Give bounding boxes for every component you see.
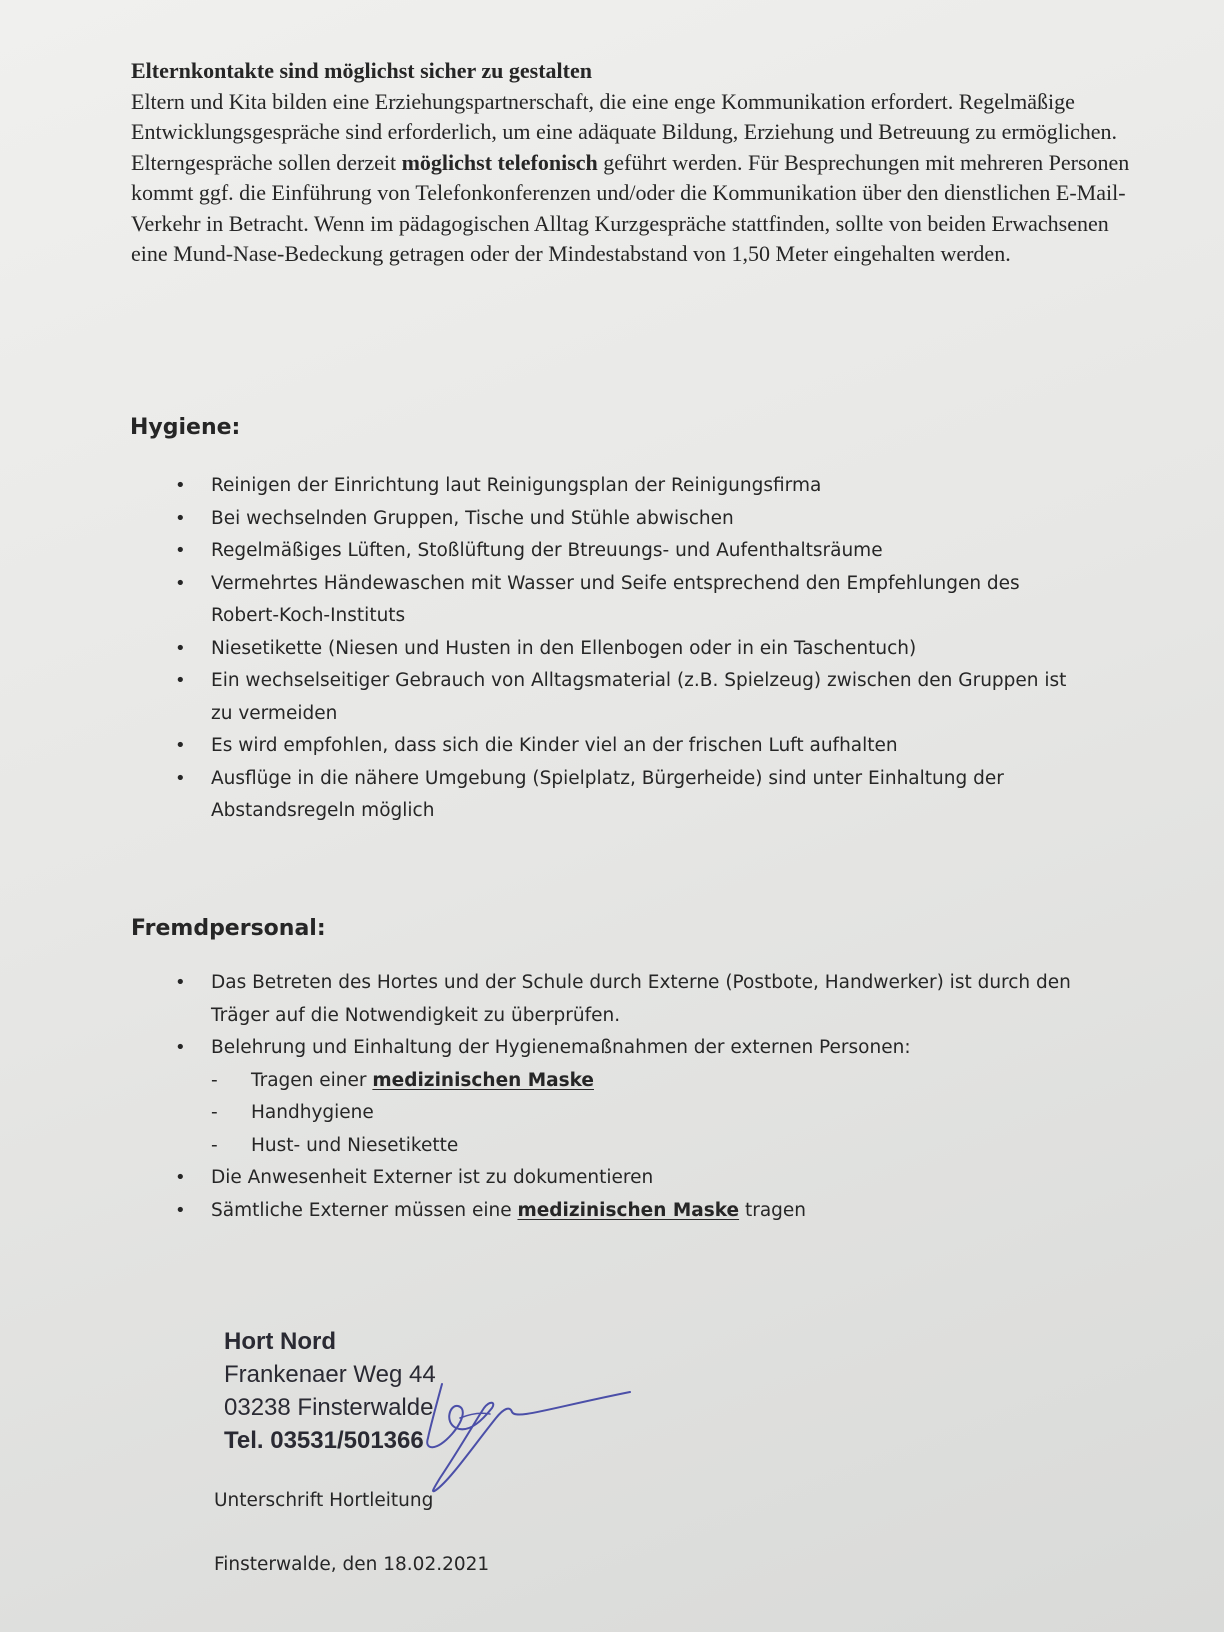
- stamp-line: Hort Nord: [224, 1328, 336, 1355]
- handwritten-signature: [400, 1378, 640, 1498]
- underlined-emphasis: medizinischen Maske: [517, 1199, 740, 1221]
- list-item: • Ausflüge in die nähere Umgebung (Spielplatz, Bürgerheide) sind unter Einhaltung der Abstandsregeln möglich: [133, 763, 1093, 828]
- list-item: • Vermehrtes Händewaschen mit Wasser und Seife entsprechend den Empfehlungen des Robert-Koch-Instituts: [133, 568, 1093, 633]
- list-item: • Die Anwesenheit Externer ist zu dokumentieren: [133, 1162, 1093, 1195]
- list-item: • Es wird empfohlen, dass sich die Kinder viel an der frischen Luft aufhalten: [133, 730, 1093, 763]
- list-item-text: Belehrung und Einhaltung der Hygienemaßnahmen der externen Personen:: [211, 1037, 911, 1058]
- paragraph-text-2: geführt werden. Für Besprechungen mit mehreren Personen kommt ggf. die Einführung von Telefonkonferenzen und/oder die Kommunikation über den dienstlichen E-Mail-Verkehr in Betracht. Wenn im pädagogischen Alltag Kurzgespräche stattfinden, sollte von beiden Erwachsenen eine Mund-Nase-Bedeckung getragen oder der Mindestabstand von 1,50 Meter eingehalten werden.: [131, 149, 1130, 266]
- sub-list-item: [211, 1065, 1093, 1098]
- elternkontakte-heading: Elternkontakte sind möglichst sicher zu gestalten: [131, 58, 592, 83]
- fremdpersonal-list: [133, 967, 1093, 1227]
- sub-list: [211, 1065, 1093, 1163]
- list-item: • Reinigen der Einrichtung laut Reinigungsplan der Reinigungsfirma: [133, 470, 1093, 503]
- stamp-line: 03238 Finsterwalde: [224, 1394, 434, 1421]
- sub-list-item: - Hust- und Niesetikette: [211, 1130, 1093, 1163]
- underlined-emphasis: medizinischen Maske: [372, 1069, 594, 1091]
- list-item-text: tragen: [744, 1199, 807, 1221]
- section-elternkontakte: [131, 56, 1131, 270]
- list-item: • Das Betreten des Hortes und der Schule durch Externe (Postbote, Handwerker) ist durch den Träger auf die Notwendigkeit zu überprüfen.: [133, 967, 1093, 1032]
- list-item-text: Sämtliche Externer müssen eine: [211, 1199, 512, 1221]
- elternkontakte-paragraph: [131, 87, 1131, 270]
- list-item: • Ein wechselseitiger Gebrauch von Alltagsmaterial (z.B. Spielzeug) zwischen den Gruppen ist zu vermeiden: [133, 665, 1093, 730]
- list-item: [133, 1032, 1093, 1162]
- hygiene-list: [133, 470, 1093, 828]
- stamp-line: Frankenaer Weg 44: [224, 1361, 436, 1388]
- paragraph-bold: möglichst telefonisch: [401, 149, 598, 175]
- list-item: • Niesetikette (Niesen und Husten in den Ellenbogen oder in ein Taschentuch): [133, 633, 1093, 666]
- paragraph-text-1: Eltern und Kita bilden eine Erziehungspartnerschaft, die eine enge Kommunikation erfordert. Regelmäßige Entwicklungsgespräche sind erforderlich, um eine adäquate Bildung, Erziehung und Betreuung zu ermöglichen. Elterngespräche sollen derzeit: [131, 88, 1118, 175]
- signature-label: Unterschrift Hortleitung: [214, 1490, 434, 1511]
- place-date: Finsterwalde, den 18.02.2021: [214, 1554, 490, 1575]
- stamp-line: Tel. 03531/501366: [224, 1427, 424, 1454]
- list-item: • Bei wechselnden Gruppen, Tische und Stühle abwischen: [133, 503, 1093, 536]
- fremdpersonal-heading: Fremdpersonal:: [131, 916, 326, 941]
- sub-item-text: Tragen einer: [251, 1069, 367, 1091]
- list-item: [133, 1195, 1093, 1228]
- sub-list-item: - Handhygiene: [211, 1097, 1093, 1130]
- hygiene-heading: Hygiene:: [130, 415, 241, 440]
- list-item: • Regelmäßiges Lüften, Stoßlüftung der Btreuungs- und Aufenthaltsräume: [133, 535, 1093, 568]
